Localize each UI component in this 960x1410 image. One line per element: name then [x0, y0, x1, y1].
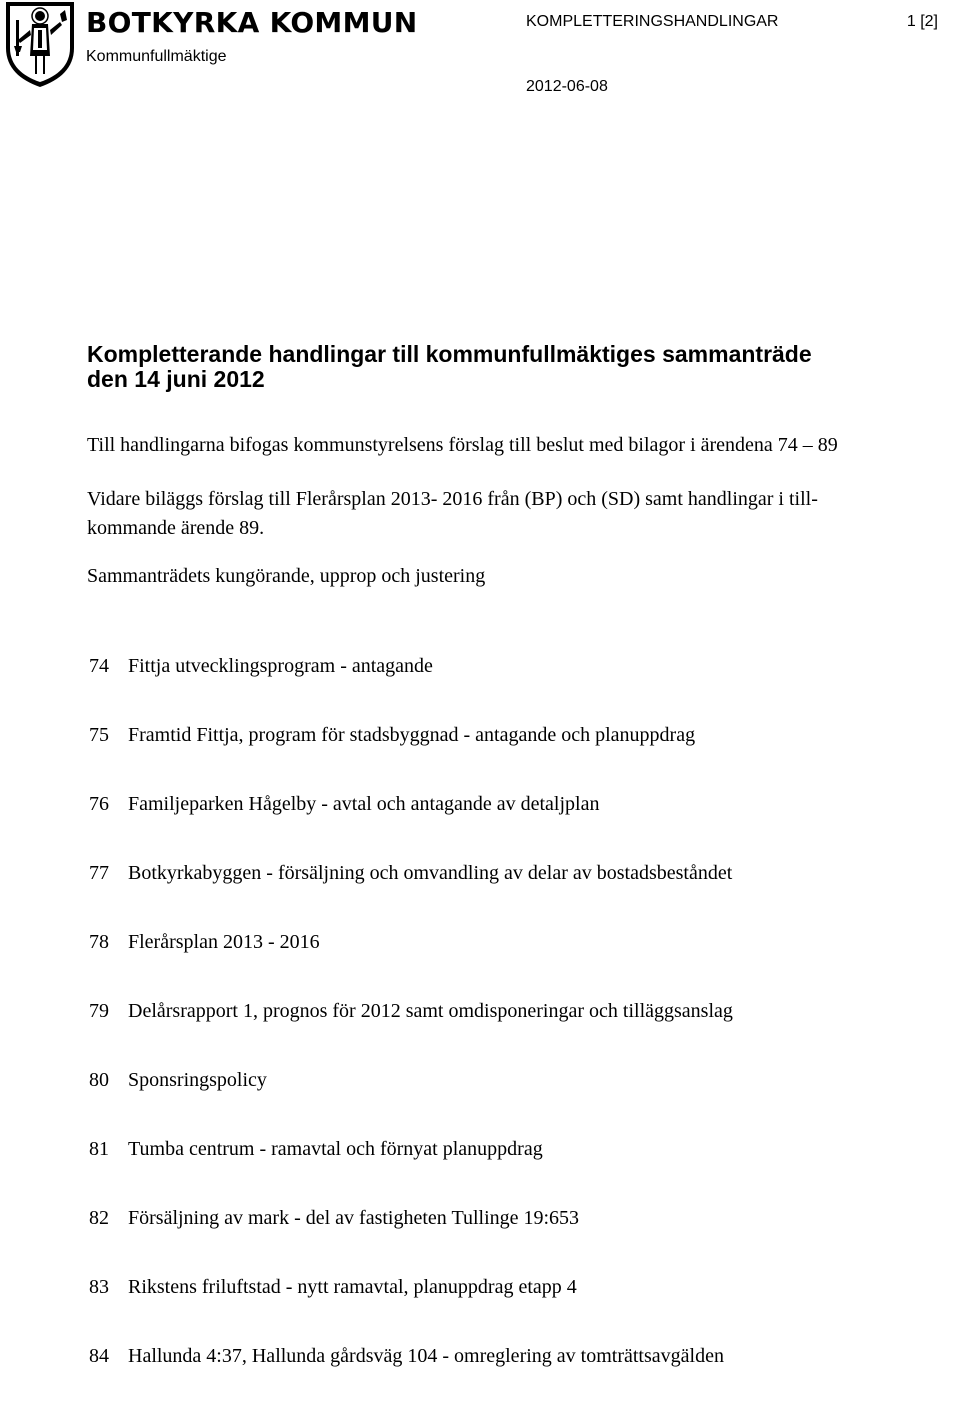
- agenda-item-text: Flerårsplan 2013 - 2016: [128, 931, 320, 953]
- agenda-item-number: 74: [89, 655, 109, 677]
- title-line-2: den 14 juni 2012: [87, 366, 265, 392]
- agenda-item-number: 78: [89, 931, 109, 953]
- agenda-item-text: Försäljning av mark - del av fastigheten Tullinge 19:653: [128, 1207, 580, 1229]
- document-title: [87, 342, 927, 392]
- agenda-item-number: 79: [89, 1000, 109, 1022]
- document-type: KOMPLETTERINGSHANDLINGAR: [526, 13, 779, 30]
- agenda-item-text: Familjeparken Hågelby - avtal och antagande av detaljplan: [128, 793, 600, 815]
- document-date: 2012-06-08: [526, 78, 608, 95]
- agenda-item: [89, 1203, 733, 1272]
- agenda-item-text: Fittja utvecklingsprogram - antagande: [128, 655, 433, 677]
- agenda-item-number: 76: [89, 793, 109, 815]
- organization-unit: Kommunfullmäktige: [86, 48, 227, 65]
- agenda-item-text: Delårsrapport 1, prognos för 2012 samt omdisponeringar och tilläggsanslag: [128, 1000, 733, 1022]
- agenda-item-text: Rikstens friluftstad - nytt ramavtal, planuppdrag etapp 4: [128, 1276, 577, 1298]
- organization-name: BOTKYRKA KOMMUN: [86, 6, 418, 39]
- agenda-item-number: 75: [89, 724, 109, 746]
- agenda-item: [89, 789, 733, 858]
- attachment-paragraph: [87, 485, 818, 543]
- attachment-line-1: Vidare biläggs förslag till Flerårsplan 2013- 2016 från (BP) och (SD) samt handlingar i till-: [87, 488, 818, 510]
- agenda-item-text: Framtid Fittja, program för stadsbyggnad - antagande och planuppdrag: [128, 724, 696, 746]
- intro-paragraph: Till handlingarna bifogas kommunstyrelsens förslag till beslut med bilagor i ärendena 74 – 89: [87, 434, 838, 456]
- agenda-item-text: Tumba centrum - ramavtal och förnyat planuppdrag: [128, 1138, 543, 1160]
- agenda-item: [89, 1065, 733, 1134]
- agenda-item-number: 80: [89, 1069, 109, 1091]
- agenda-item-number: 81: [89, 1138, 109, 1160]
- page-number: 1 [2]: [906, 13, 938, 30]
- agenda-item: [89, 858, 733, 927]
- agenda-item-number: 82: [89, 1207, 109, 1229]
- agenda-item-number: 83: [89, 1276, 109, 1298]
- agenda-item: [89, 720, 733, 789]
- agenda-item: [89, 927, 733, 996]
- agenda-item: [89, 1272, 733, 1341]
- attachment-line-2: kommande ärende 89.: [87, 517, 265, 539]
- agenda-item-text: Hallunda 4:37, Hallunda gårdsväg 104 - omreglering av tomträttsavgälden: [128, 1345, 724, 1367]
- agenda-item: [89, 1134, 733, 1203]
- title-line-1: Kompletterande handlingar till kommunfullmäktiges sammanträde: [87, 341, 812, 367]
- procedure-paragraph: Sammanträdets kungörande, upprop och justering: [87, 565, 486, 587]
- agenda-item-text: Botkyrkabyggen - försäljning och omvandling av delar av bostadsbeståndet: [128, 862, 733, 884]
- coat-of-arms-icon: [2, 0, 78, 88]
- agenda-list: [89, 651, 733, 1410]
- agenda-item: [89, 1341, 733, 1410]
- agenda-item: [89, 651, 733, 720]
- agenda-item-number: 77: [89, 862, 109, 884]
- agenda-item-number: 84: [89, 1345, 109, 1367]
- agenda-item: [89, 996, 733, 1065]
- agenda-item-text: Sponsringspolicy: [128, 1069, 267, 1091]
